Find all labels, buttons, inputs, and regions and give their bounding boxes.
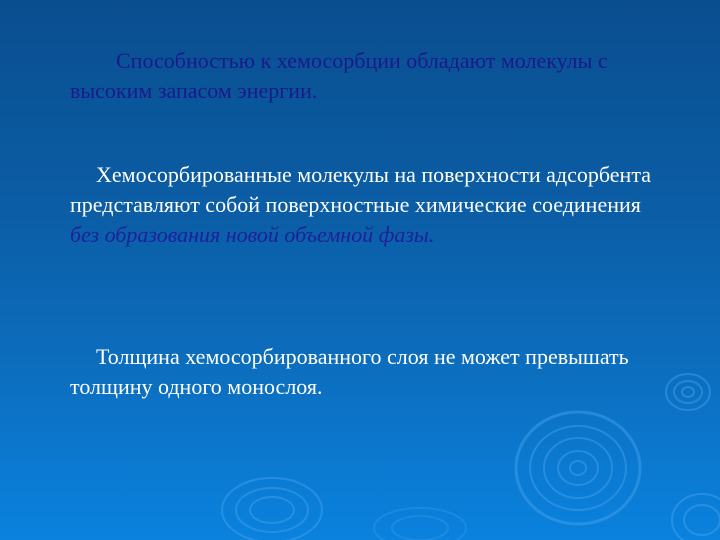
paragraph-3-text: Толщина хемосорбированного слоя не может превышать толщину одного монослоя. [70,344,629,399]
paragraph-2-text: Хемосорбированные молекулы на поверхности адсорбента представляют собой поверхностные химические соединения [70,162,651,217]
paragraph-chemisorbed-molecules [70,160,670,250]
paragraph-chemisorption-energy [70,46,670,106]
paragraph-2-emphasis: без образования новой объемной фазы. [70,222,435,247]
paragraph-1-text: Способностью к хемосорбции обладают молекулы с высоким запасом энергии. [70,48,608,103]
paragraph-layer-thickness [70,342,670,402]
